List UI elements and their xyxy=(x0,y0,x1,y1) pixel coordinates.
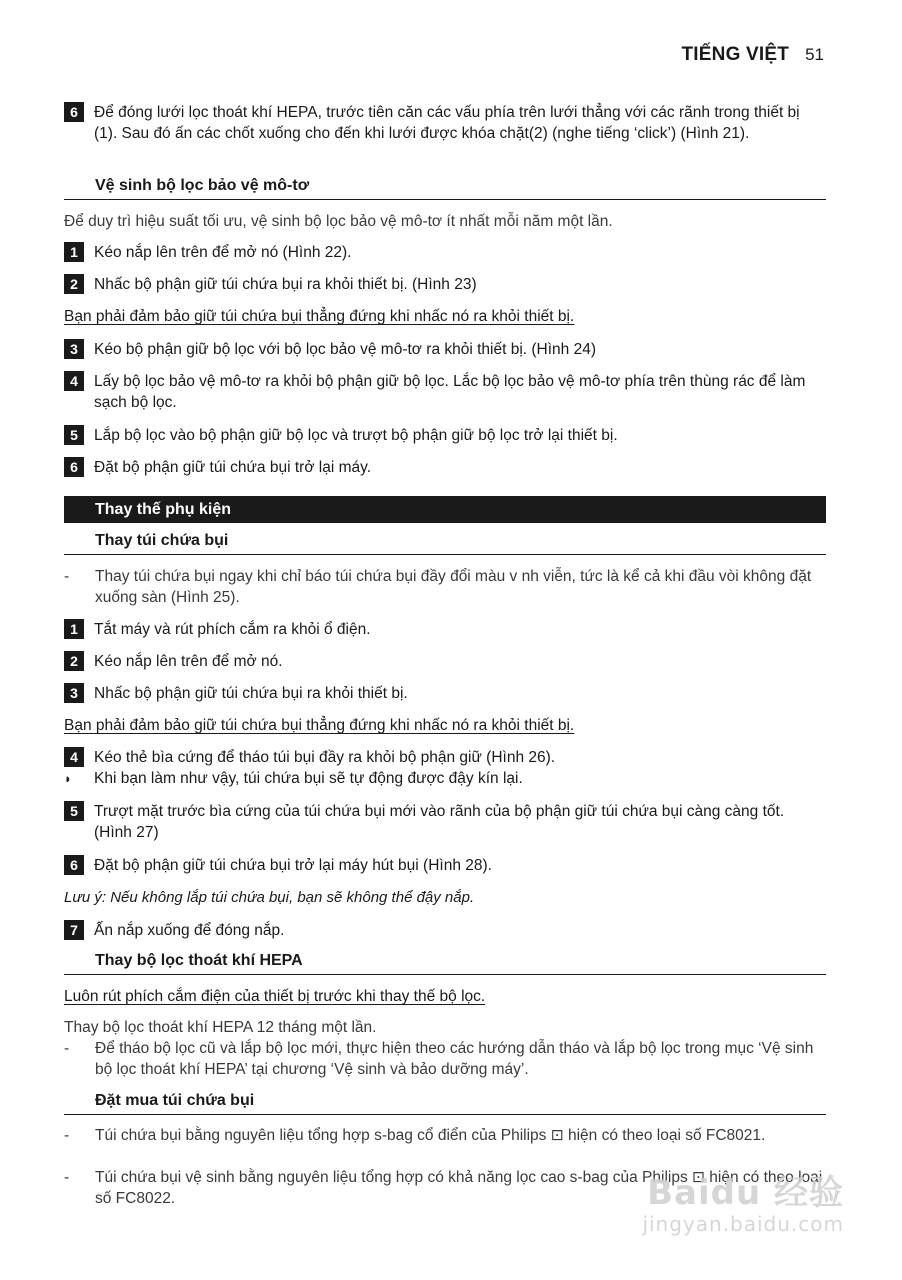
step-text: Lấy bộ lọc bảo vệ mô-tơ ra khỏi bộ phận giữ bộ lọc. Lắc bộ lọc bảo vệ mô-tơ phía trên thùng rác để làm sạch bộ lọc. xyxy=(94,373,806,411)
step-number-badge: 2 xyxy=(64,274,84,294)
step-text: Kéo nắp lên trên để mở nó. xyxy=(94,653,283,670)
step-number-badge: 7 xyxy=(64,920,84,940)
step-text: Kéo thẻ bìa cứng để tháo túi bụi đầy ra khỏi bộ phận giữ (Hình 26). xyxy=(94,749,556,766)
result-arrow-icon: ◗ xyxy=(64,771,72,786)
step-item xyxy=(64,425,826,446)
step-item xyxy=(64,102,826,144)
step-item xyxy=(64,920,826,941)
order-item xyxy=(64,1125,826,1146)
dash-marker: - xyxy=(64,1127,70,1144)
section-heading-replace-accessories: Thay thế phụ kiện xyxy=(64,496,826,523)
warning-text: Bạn phải đảm bảo giữ túi chứa bụi thẳng đứng khi nhấc nó ra khỏi thiết bị. xyxy=(64,308,575,325)
step-item xyxy=(64,371,826,413)
dash-text: Túi chứa bụi vệ sinh bằng nguyên liệu tổng hợp có khả năng lọc cao s-bag của Philips ⊡ hiện có theo loại số FC8022. xyxy=(95,1169,823,1207)
step-number-badge: 4 xyxy=(64,371,84,391)
dash-marker: - xyxy=(64,1040,70,1057)
note-text: Lưu ý: Nếu không lắp túi chứa bụi, bạn sẽ không thể đậy nắp. xyxy=(64,889,475,906)
step-text: Kéo nắp lên trên để mở nó (Hình 22). xyxy=(94,244,352,261)
step-item xyxy=(64,855,826,876)
hepa-close-step xyxy=(64,102,826,144)
language-label: TIẾNG VIỆT xyxy=(681,44,790,65)
step-text: Nhấc bộ phận giữ túi chứa bụi ra khỏi thiết bị. xyxy=(94,685,408,702)
step-number-badge: 2 xyxy=(64,651,84,671)
subsection-heading-hepa: Thay bộ lọc thoát khí HEPA xyxy=(64,951,826,975)
step-number-badge: 5 xyxy=(64,801,84,821)
step-number-badge: 1 xyxy=(64,619,84,639)
page-number: 51 xyxy=(805,45,824,64)
step-number-badge: 3 xyxy=(64,339,84,359)
warning-text: Bạn phải đảm bảo giữ túi chứa bụi thẳng đứng khi nhấc nó ra khỏi thiết bị. xyxy=(64,717,575,734)
dash-text: Túi chứa bụi bằng nguyên liệu tổng hợp s-bag cổ điển của Philips ⊡ hiện có theo loại số FC8021. xyxy=(95,1127,766,1144)
step-item xyxy=(64,747,826,768)
page-header xyxy=(682,44,825,66)
step-item xyxy=(64,339,826,360)
baidu-watermark xyxy=(642,1165,844,1236)
step-item xyxy=(64,274,826,295)
step-item xyxy=(64,683,826,704)
step-text: Nhấc bộ phận giữ túi chứa bụi ra khỏi thiết bị. (Hình 23) xyxy=(94,276,477,293)
step-text: Đặt bộ phận giữ túi chứa bụi trở lại máy hút bụi (Hình 28). xyxy=(94,857,492,874)
step-text: Tắt máy và rút phích cắm ra khỏi ổ điện. xyxy=(94,621,371,638)
result-text: Khi bạn làm như vậy, túi chứa bụi sẽ tự động được đậy kín lại. xyxy=(94,770,523,787)
step-item xyxy=(64,801,826,843)
step-text: Để đóng lưới lọc thoát khí HEPA, trước tiên căn các vấu phía trên lưới thẳng với các rãnh trong thiết bị (1). Sau đó ấn các chốt xuống cho đến khi lưới được khóa chặt(2) (nghe tiếng ‘click’) (Hình 21). xyxy=(94,104,800,142)
step-item xyxy=(64,242,826,263)
step-number-badge: 1 xyxy=(64,242,84,262)
warning-text: Luôn rút phích cắm điện của thiết bị trước khi thay thế bộ lọc. xyxy=(64,988,486,1005)
step-text: Lắp bộ lọc vào bộ phận giữ bộ lọc và trượt bộ phận giữ bộ lọc trở lại thiết bị. xyxy=(94,427,618,444)
step-number-badge: 4 xyxy=(64,747,84,767)
step-text: Kéo bộ phận giữ bộ lọc với bộ lọc bảo vệ mô-tơ ra khỏi thiết bị. (Hình 24) xyxy=(94,341,597,358)
dash-marker: - xyxy=(64,568,70,585)
step-number-badge: 3 xyxy=(64,683,84,703)
result-item xyxy=(64,768,826,789)
step-text: Trượt mặt trước bìa cứng của túi chứa bụi mới vào rãnh của bộ phận giữ túi chứa bụi càng càng tốt. (Hình 27) xyxy=(94,803,785,841)
subsection-heading-order: Đặt mua túi chứa bụi xyxy=(64,1091,826,1115)
step-number-badge: 5 xyxy=(64,425,84,445)
step-number-badge: 6 xyxy=(64,102,84,122)
dust-bag-intro xyxy=(64,566,826,608)
watermark-logo: Baidu 经验 xyxy=(647,1173,844,1213)
subsection-heading-dust-bag: Thay túi chứa bụi xyxy=(64,531,826,555)
dash-marker: - xyxy=(64,1169,70,1186)
motor-filter-intro: Để duy trì hiệu suất tối ưu, vệ sinh bộ lọc bảo vệ mô-tơ ít nhất mỗi năm một lần. xyxy=(64,213,613,230)
step-text: Ấn nắp xuống để đóng nắp. xyxy=(94,922,285,939)
subsection-heading-motor-filter: Vệ sinh bộ lọc bảo vệ mô-tơ xyxy=(64,176,826,200)
watermark-url: jingyan.baidu.com xyxy=(642,1212,844,1236)
step-text: Đặt bộ phận giữ túi chứa bụi trở lại máy. xyxy=(94,459,372,476)
step-number-badge: 6 xyxy=(64,457,84,477)
step-item xyxy=(64,651,826,672)
dash-text: Thay túi chứa bụi ngay khi chỉ báo túi chứa bụi đầy đổi màu v nh viễn, tức là kể cả khi đầu vòi không đặt xuống sàn (Hình 25). xyxy=(95,568,812,606)
dash-text: Để tháo bộ lọc cũ và lắp bộ lọc mới, thực hiện theo các hướng dẫn tháo và lắp bộ lọc trong mục ‘Vệ sinh bộ lọc thoát khí HEPA’ tại chương ‘Vệ sinh và bảo dưỡng máy’. xyxy=(95,1040,814,1078)
hepa-interval-text: Thay bộ lọc thoát khí HEPA 12 tháng một lần. xyxy=(64,1019,377,1036)
step-item xyxy=(64,457,826,478)
step-item xyxy=(64,619,826,640)
step-number-badge: 6 xyxy=(64,855,84,875)
hepa-instruction xyxy=(64,1038,826,1080)
